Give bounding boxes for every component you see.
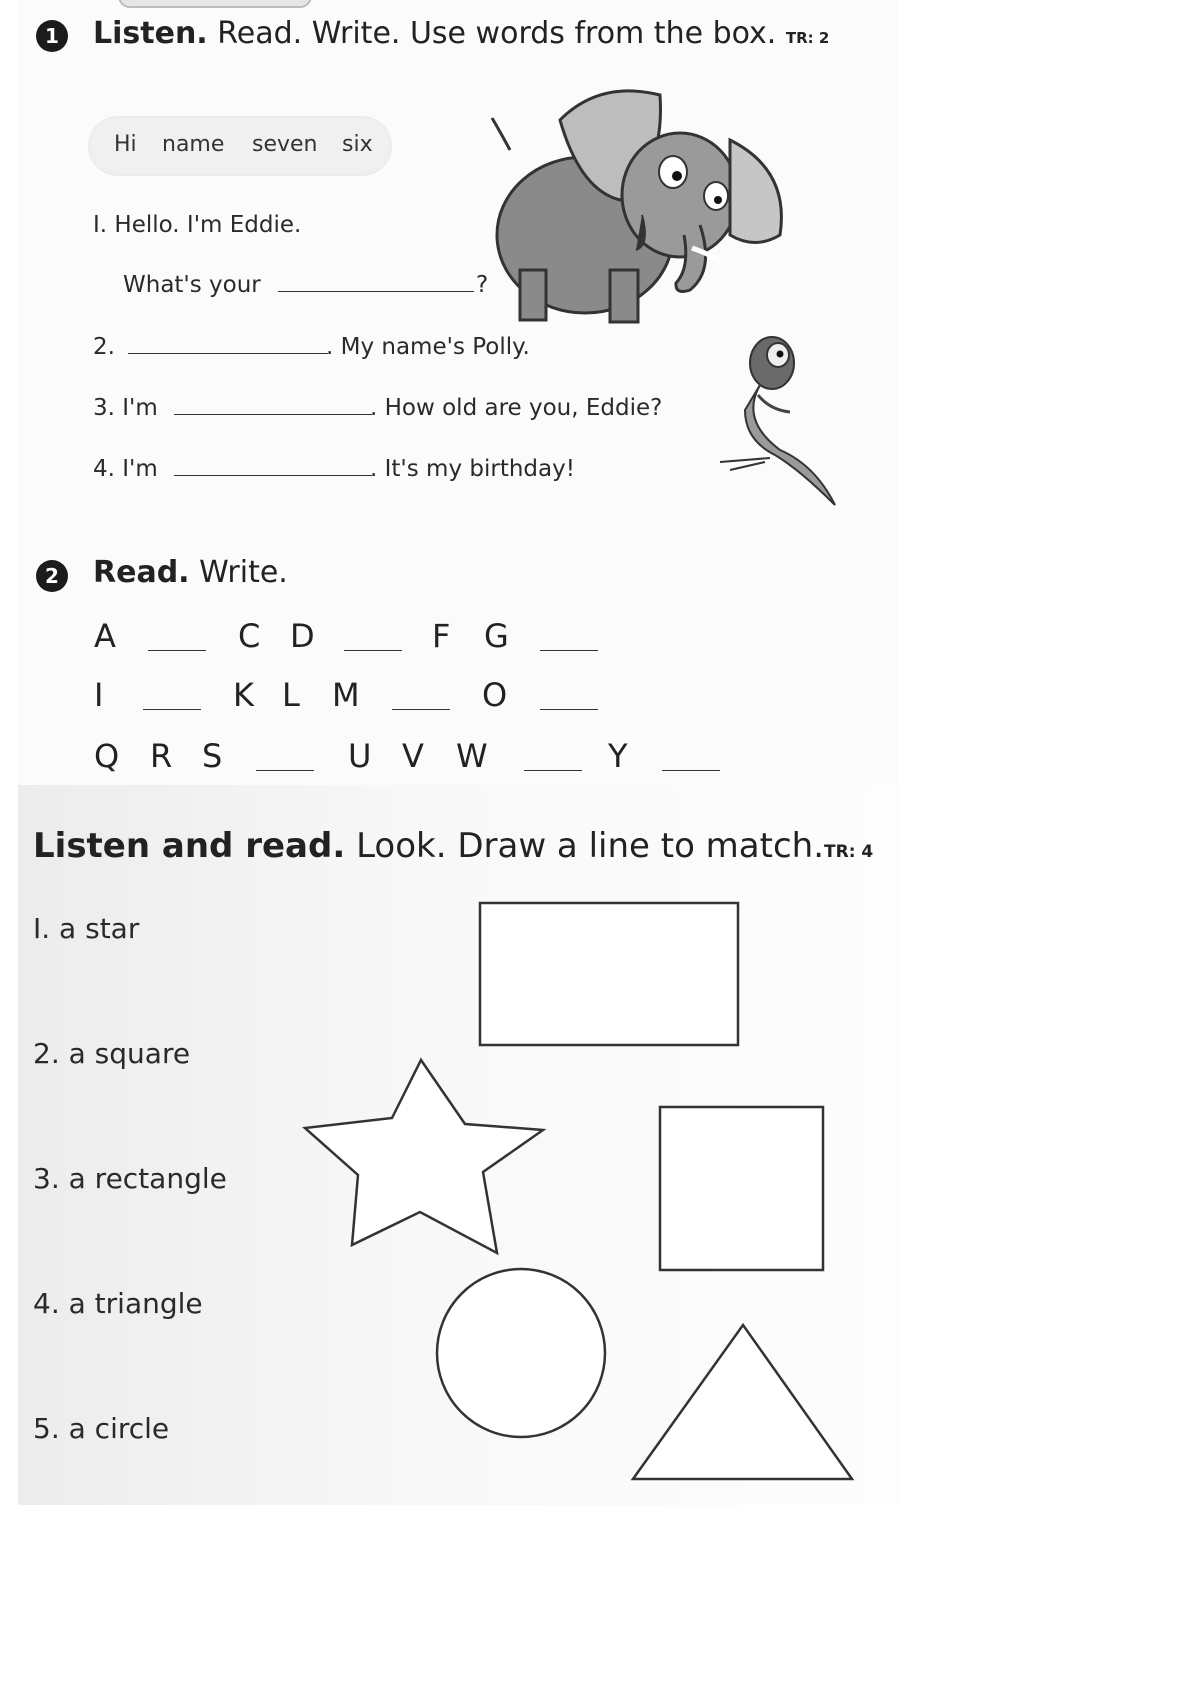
- exercise1-line-2-number: 2.: [93, 334, 115, 360]
- alphabet-letter: O: [482, 676, 508, 714]
- alphabet-letter: Q: [94, 737, 120, 775]
- exercise1-line-1: I. Hello. I'm Eddie.: [93, 212, 302, 238]
- exercise1-line-3-end: . How old are you, Eddie?: [370, 395, 663, 421]
- match-item-rectangle[interactable]: 3. a rectangle: [33, 1162, 227, 1195]
- word-box-word: name: [162, 132, 225, 157]
- exercise1-line-4-text: 4. I'm: [93, 456, 158, 482]
- exercise1-title-rest: Read. Write. Use words from the box.: [207, 16, 777, 51]
- alphabet-letter: D: [290, 617, 315, 655]
- exercise1-line-4-end: . It's my birthday!: [370, 456, 575, 482]
- alphabet-letter: I: [94, 676, 104, 714]
- triangle-shape[interactable]: [633, 1325, 852, 1479]
- alphabet-letter: R: [150, 737, 173, 775]
- alphabet-letter: L: [282, 676, 300, 714]
- exercise3-track-label: TR: 4: [824, 842, 874, 862]
- exercise3-title-rest: Look. Draw a line to match.: [345, 826, 825, 866]
- exercise2-title-bold: Read.: [93, 555, 190, 590]
- word-box-word: seven: [252, 132, 318, 157]
- alphabet-letter: A: [94, 617, 116, 655]
- match-item-triangle[interactable]: 4. a triangle: [33, 1287, 203, 1320]
- exercise1-line-3-text: 3. I'm: [93, 395, 158, 421]
- alphabet-letter: F: [432, 617, 451, 655]
- word-box-word: six: [342, 132, 373, 157]
- exercise1-number: 1: [45, 24, 59, 48]
- exercise1-line-1b-text: What's your: [123, 272, 261, 298]
- alphabet-letter: M: [332, 676, 360, 714]
- rectangle-shape[interactable]: [480, 903, 738, 1045]
- alphabet-letter: W: [456, 737, 488, 775]
- exercise2-title-rest: Write.: [189, 555, 288, 590]
- match-item-star[interactable]: I. a star: [33, 912, 140, 945]
- alphabet-letter: Y: [608, 737, 628, 775]
- exercise3-title-bold: Listen and read.: [33, 826, 346, 866]
- exercise1-line-1b-end: ?: [476, 272, 489, 298]
- alphabet-letter: C: [238, 617, 261, 655]
- circle-shape[interactable]: [437, 1269, 605, 1437]
- alphabet-letter: V: [402, 737, 424, 775]
- match-item-circle[interactable]: 5. a circle: [33, 1412, 170, 1445]
- exercise1-line-2-text: . My name's Polly.: [326, 334, 530, 360]
- word-box-word: Hi: [114, 132, 137, 157]
- exercise2-number: 2: [45, 564, 59, 588]
- alphabet-letter: S: [202, 737, 223, 775]
- alphabet-letter: U: [348, 737, 372, 775]
- star-shape[interactable]: [305, 1060, 543, 1253]
- exercise1-title-bold: Listen.: [93, 16, 208, 51]
- alphabet-letter: G: [484, 617, 509, 655]
- match-item-square[interactable]: 2. a square: [33, 1037, 191, 1070]
- alphabet-letter: K: [233, 676, 254, 714]
- square-shape[interactable]: [660, 1107, 823, 1270]
- exercise1-track-label: TR: 2: [785, 29, 830, 47]
